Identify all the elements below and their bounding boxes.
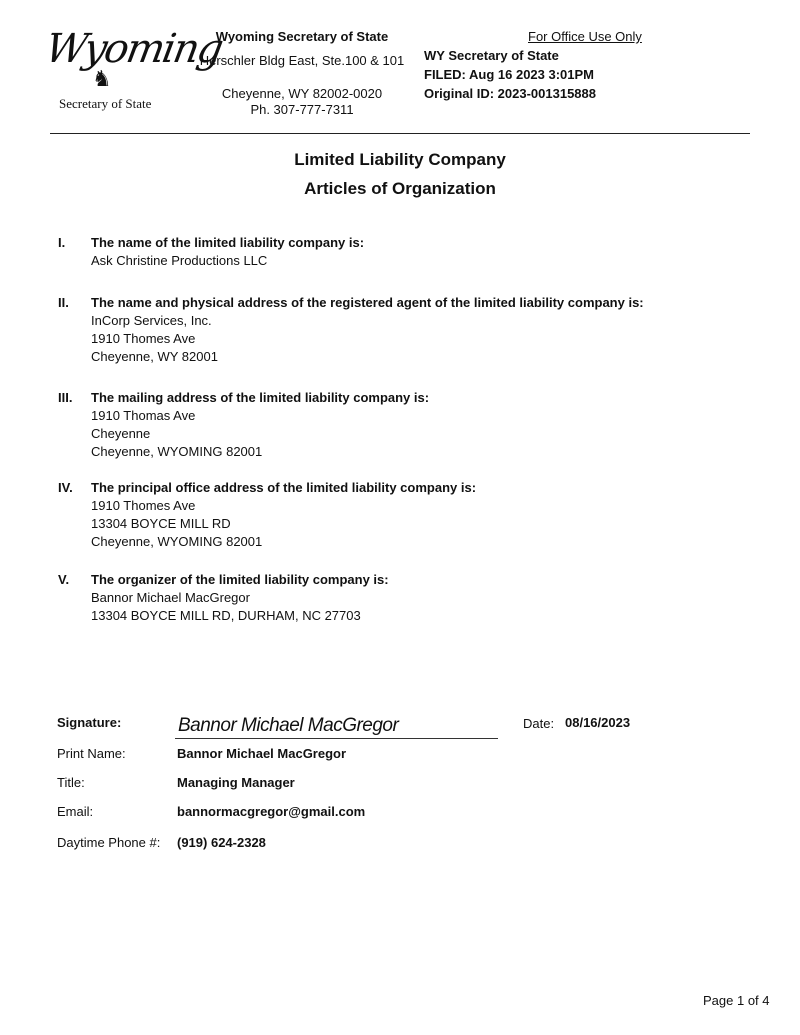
section-line: Cheyenne	[91, 426, 151, 441]
section-body	[91, 234, 364, 270]
print-name-value: Bannor Michael MacGregor	[177, 746, 347, 761]
office-use-label: For Office Use Only	[528, 29, 642, 44]
section-line: Cheyenne, WYOMING 82001	[91, 534, 263, 549]
section-line: 1910 Thomas Ave	[91, 408, 196, 423]
office-phone: Ph. 307-777-7311	[250, 102, 354, 117]
document-title-line1: Limited Liability Company	[294, 150, 506, 169]
section-line: Ask Christine Productions LLC	[91, 253, 268, 268]
signature-label: Signature:	[57, 715, 122, 730]
logo-subtitle: Secretary of State	[59, 96, 152, 111]
section-number: V.	[58, 572, 70, 587]
section-heading: The principal office address of the limited liability company is:	[91, 480, 477, 495]
signature-value: Bannor Michael MacGregor	[178, 715, 399, 736]
office-address-line1: Herschler Bldg East, Ste.100 & 101	[199, 53, 405, 68]
phone-value: (919) 624-2328	[177, 835, 266, 850]
wyoming-logo: Wyoming	[41, 26, 226, 72]
page-number: Page 1 of 4	[703, 993, 770, 1008]
print-name-label: Print Name:	[57, 746, 126, 761]
section-heading: The organizer of the limited liability company is:	[91, 572, 389, 587]
section-line: 13304 BOYCE MILL RD, DURHAM, NC 27703	[91, 608, 361, 623]
filed-timestamp: FILED: Aug 16 2023 3:01PM	[424, 67, 595, 82]
section-number: II.	[58, 295, 69, 310]
original-id: Original ID: 2023-001315888	[424, 86, 596, 101]
email-value: bannormacgregor@gmail.com	[177, 804, 366, 819]
section-line: Cheyenne, WYOMING 82001	[91, 444, 263, 459]
section-line: Bannor Michael MacGregor	[91, 590, 250, 605]
email-label: Email:	[57, 804, 94, 819]
document-title-line2: Articles of Organization	[304, 179, 496, 198]
section-line: 1910 Thomes Ave	[91, 498, 196, 513]
section-heading: The name of the limited liability company is:	[91, 235, 365, 250]
section-number: III.	[58, 390, 73, 405]
filed-agency: WY Secretary of State	[424, 48, 559, 63]
section-line: InCorp Services, Inc.	[91, 313, 212, 328]
section-number: I.	[58, 235, 66, 250]
section-line: Cheyenne, WY 82001	[91, 349, 218, 364]
header-divider	[50, 133, 750, 134]
section-body	[91, 294, 644, 366]
title-label: Title:	[57, 775, 85, 790]
phone-label: Daytime Phone #:	[57, 835, 161, 850]
date-value: 08/16/2023	[565, 715, 631, 730]
section-heading: The name and physical address of the registered agent of the limited liability company is:	[91, 295, 644, 310]
bucking-horse-icon: ♞	[92, 66, 112, 91]
title-value: Managing Manager	[177, 775, 295, 790]
office-address-line2: Cheyenne, WY 82002-0020	[221, 86, 383, 101]
signature-line	[175, 738, 498, 739]
section-body	[91, 479, 476, 551]
date-label: Date:	[523, 716, 555, 731]
office-name: Wyoming Secretary of State	[215, 29, 389, 44]
section-heading: The mailing address of the limited liability company is:	[91, 390, 430, 405]
section-line: 13304 BOYCE MILL RD	[91, 516, 231, 531]
section-body	[91, 571, 389, 625]
section-number: IV.	[58, 480, 73, 495]
section-line: 1910 Thomes Ave	[91, 331, 196, 346]
section-body	[91, 389, 429, 461]
